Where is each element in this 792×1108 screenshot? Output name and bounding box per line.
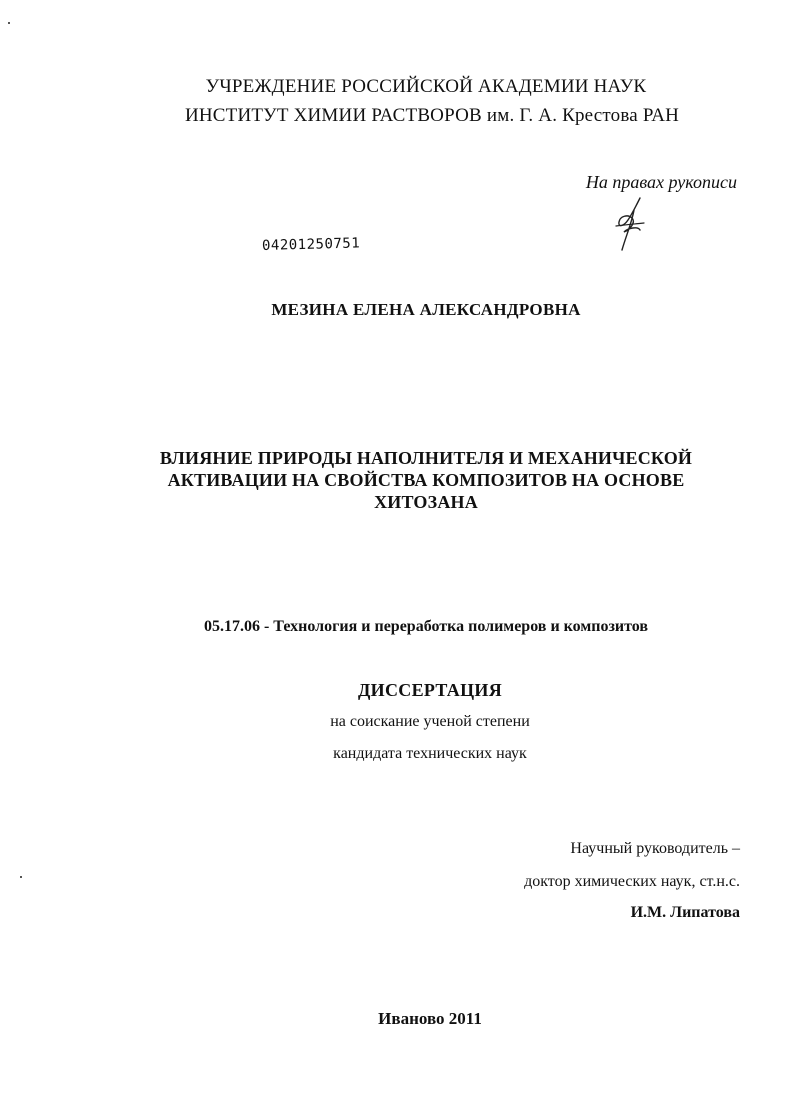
signature-icon [610, 196, 652, 252]
author-name: МЕЗИНА ЕЛЕНА АЛЕКСАНДРОВНА [271, 300, 581, 319]
manuscript-rights-note: На правах рукописи [585, 172, 737, 192]
degree-line-1: на соискание ученой степени [330, 713, 530, 730]
scan-speck [8, 22, 10, 24]
document-type: ДИССЕРТАЦИЯ [357, 680, 502, 700]
scan-speck [20, 876, 22, 878]
specialty-code: 05.17.06 - Технология и переработка полимеров и композитов [203, 618, 649, 635]
supervisor-name: И.М. Липатова [630, 904, 740, 921]
dissertation-title-line-3: ХИТОЗАНА [374, 492, 478, 512]
dissertation-title-line-1: ВЛИЯНИЕ ПРИРОДЫ НАПОЛНИТЕЛЯ И МЕХАНИЧЕСКОЙ [159, 448, 693, 468]
supervisor-role: Научный руководитель – [570, 840, 740, 857]
degree-line-2: кандидата технических наук [333, 745, 527, 762]
supervisor-credentials: доктор химических наук, ст.н.с. [524, 873, 740, 890]
institution-line-2: ИНСТИТУТ ХИМИИ РАСТВОРОВ им. Г. А. Крестова РАН [184, 105, 680, 126]
dissertation-title-line-2: АКТИВАЦИИ НА СВОЙСТВА КОМПОЗИТОВ НА ОСНОВЕ [167, 470, 685, 490]
place-and-year: Иваново 2011 [378, 1009, 482, 1028]
institution-line-1: УЧРЕЖДЕНИЕ РОССИЙСКОЙ АКАДЕМИИ НАУК [205, 76, 647, 97]
registration-stamp-number: 04201250751 [261, 235, 361, 254]
